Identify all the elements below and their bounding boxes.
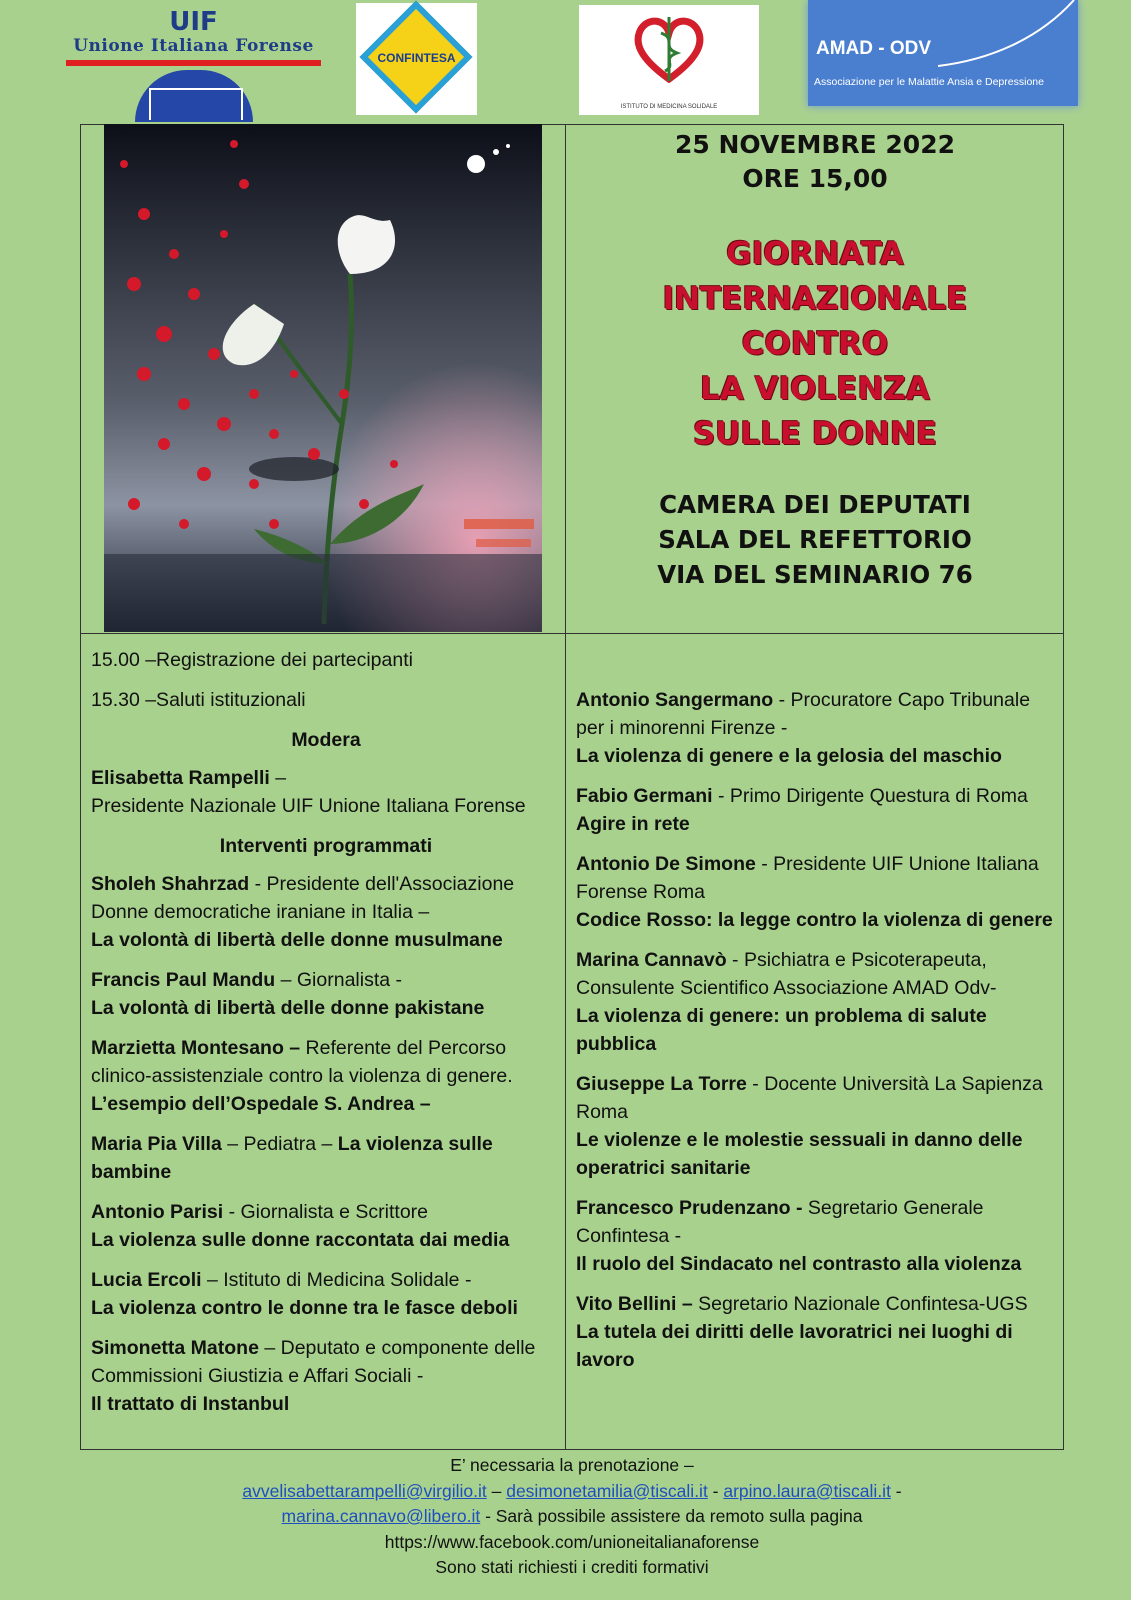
speaker-role: Segretario Nazionale Confintesa-UGS — [692, 1293, 1028, 1315]
speaker-talk: Agire in rete — [576, 813, 690, 835]
speaker-role: – Deputato e componente delle Commissioni Giustizia e Affari Sociali - — [91, 1337, 536, 1387]
remote-note: - Sarà possibile assistere da remoto sulla pagina — [480, 1506, 863, 1526]
speaker-name: Antonio Parisi — [91, 1201, 224, 1223]
speaker-entry — [91, 1266, 561, 1322]
venue-line: CAMERA DEI DEPUTATI — [659, 490, 971, 519]
speaker-name: Vito Bellini – — [576, 1293, 693, 1315]
email-link-rampelli[interactable]: avvelisabettarampelli@virgilio.it — [242, 1480, 487, 1501]
program-left-column — [91, 646, 561, 1430]
ims-logo-caption: ISTITUTO DI MEDICINA SOLIDALE — [620, 104, 718, 110]
speaker-talk: La violenza sulle donne raccontata dai media — [91, 1229, 510, 1251]
speaker-entry — [576, 850, 1056, 934]
speaker-name: Marina Cannavò — [576, 949, 727, 971]
speaker-talk: La violenza di genere: un problema di salute pubblica — [576, 1005, 987, 1055]
moderator-heading: Modera — [291, 729, 361, 751]
event-datetime — [566, 128, 1064, 196]
footer — [80, 1453, 1064, 1581]
speaker-name: Antonio De Simone — [576, 853, 756, 875]
speaker-talk: La violenza di genere e la gelosia del maschio — [576, 745, 1002, 767]
speaker-role: - Presidente UIF Unione Italiana Forense Roma — [576, 853, 1039, 903]
speaker-entry — [91, 966, 561, 1022]
speaker-role: – Pediatra – — [221, 1133, 338, 1155]
speaker-talk: Le violenze e le molestie sessuali in danno delle operatrici sanitarie — [576, 1129, 1023, 1179]
amad-logo — [808, 0, 1078, 106]
speaker-role: Referente del Percorso clinico-assistenziale contro la violenza di genere. — [91, 1037, 513, 1087]
moderator-name: Elisabetta Rampelli — [91, 767, 270, 789]
event-title-line: CONTRO — [741, 326, 889, 362]
confintesa-logo-text: CONFINTESA — [377, 51, 456, 65]
speaker-talk: La tutela dei diritti delle lavoratrici nei luoghi di lavoro — [576, 1321, 1013, 1371]
event-date: 25 NOVEMBRE 2022 — [675, 130, 955, 159]
speaker-name: Fabio Germani — [576, 785, 713, 807]
speaker-talk: L’esempio dell’Ospedale S. Andrea – — [91, 1093, 431, 1115]
moderator-role: Presidente Nazionale UIF Unione Italiana Forense — [91, 795, 526, 817]
uif-logo-subtitle: Unione Italiana Forense — [73, 36, 314, 56]
speaker-entry — [576, 1070, 1056, 1182]
moderator-separator: – — [269, 767, 287, 789]
email-link-cannavo[interactable]: marina.cannavo@libero.it — [281, 1506, 481, 1526]
speaker-entry — [91, 1130, 561, 1186]
email-line-2 — [80, 1504, 1064, 1530]
credits-note: Sono stati richiesti i crediti formativi — [435, 1557, 709, 1577]
event-venue — [566, 487, 1064, 592]
uif-logo — [66, 8, 321, 120]
amad-logo-subtitle: Associazione per le Malattie Ansia e Depressione — [814, 76, 1044, 88]
speaker-name: Antonio Sangermano — [576, 689, 774, 711]
speaker-talk: La volontà di libertà delle donne musulmane — [91, 929, 503, 951]
swoosh-icon — [938, 0, 1078, 70]
ims-logo — [579, 5, 759, 115]
amad-logo-title: AMAD - ODV — [816, 38, 932, 59]
uif-logo-title: UIF — [169, 7, 218, 37]
speaker-entry — [576, 1194, 1056, 1278]
venue-line: SALA DEL REFETTORIO — [658, 525, 972, 554]
speaker-role: - Psichiatra e Psicoterapeuta, Consulente Scientifico Associazione AMAD Odv- — [576, 949, 997, 999]
speaker-role: - Presidente dell'Associazione Donne democratiche iraniane in Italia – — [91, 873, 515, 923]
registration-item: 15.00 –Registrazione dei partecipanti — [91, 649, 413, 671]
speaker-role: - Giornalista e Scrittore — [223, 1201, 429, 1223]
facebook-url: https://www.facebook.com/unioneitalianaforense — [384, 1531, 760, 1552]
row-divider — [80, 633, 1064, 634]
speaker-talk: Il trattato di Instanbul — [91, 1393, 290, 1415]
speaker-name: Simonetta Matone — [91, 1337, 259, 1359]
speaker-role: – Istituto di Medicina Solidale - — [201, 1269, 472, 1291]
white-flower-petals-image — [104, 124, 542, 632]
speaker-entry — [576, 946, 1056, 1058]
uif-logo-bar — [66, 60, 321, 66]
heart-caduceus-icon — [631, 13, 707, 83]
program-right-column — [576, 686, 1056, 1386]
speaker-entry — [91, 870, 561, 954]
event-title-line: SULLE DONNE — [692, 416, 938, 452]
speaker-entry — [576, 782, 1056, 838]
event-title — [566, 232, 1064, 457]
moderator-entry — [91, 764, 561, 820]
speaker-name: Marzietta Montesano – — [91, 1037, 301, 1059]
speaker-name: Giuseppe La Torre — [576, 1073, 747, 1095]
speaker-name: Francesco Prudenzano - — [576, 1197, 803, 1219]
email-line-1 — [80, 1479, 1064, 1505]
email-link-arpino[interactable]: arpino.laura@tiscali.it — [723, 1480, 891, 1501]
email-separator: - — [707, 1480, 724, 1501]
speaker-entry — [576, 686, 1056, 770]
confintesa-logo — [356, 3, 477, 115]
speaker-talk: La violenza sulle bambine — [91, 1133, 493, 1183]
speaker-talk: La violenza contro le donne tra le fasce deboli — [91, 1297, 518, 1319]
speaker-entry — [91, 1034, 561, 1118]
email-link-desimone[interactable]: desimonetamilia@tiscali.it — [506, 1480, 708, 1501]
speaker-role: - Docente Università La Sapienza Roma — [576, 1073, 1043, 1123]
greetings-item: 15.30 –Saluti istituzionali — [91, 689, 306, 711]
speaker-role: - Primo Dirigente Questura di Roma — [712, 785, 1028, 807]
email-separator: – — [486, 1480, 507, 1501]
event-title-line: LA VIOLENZA — [700, 371, 930, 407]
speaker-name: Maria Pia Villa — [91, 1133, 222, 1155]
speaker-talk: La volontà di libertà delle donne pakistane — [91, 997, 485, 1019]
event-title-line: INTERNAZIONALE — [662, 281, 968, 317]
speaker-role: - Procuratore Capo Tribunale per i minorenni Firenze - — [576, 689, 1031, 739]
event-title-line: GIORNATA — [726, 236, 904, 272]
speaker-talk: Il ruolo del Sindacato nel contrasto alla violenza — [576, 1253, 1022, 1275]
speaker-name: Lucia Ercoli — [91, 1269, 202, 1291]
speaker-role: – Giornalista - — [275, 969, 403, 991]
interventions-heading: Interventi programmati — [219, 835, 433, 857]
venue-line: VIA DEL SEMINARIO 76 — [657, 560, 973, 589]
email-separator: - — [890, 1480, 902, 1501]
speaker-name: Sholeh Shahrzad — [91, 873, 250, 895]
speaker-name: Francis Paul Mandu — [91, 969, 276, 991]
speaker-entry — [576, 1290, 1056, 1374]
speaker-role: Segretario Generale Confintesa - — [576, 1197, 984, 1247]
speaker-talk: Codice Rosso: la legge contro la violenza di genere — [576, 909, 1053, 931]
speaker-entry — [91, 1198, 561, 1254]
booking-note: E’ necessaria la prenotazione – — [450, 1455, 694, 1475]
speaker-entry — [91, 1334, 561, 1418]
uif-emblem-icon — [135, 70, 253, 122]
event-time: ORE 15,00 — [742, 164, 888, 193]
